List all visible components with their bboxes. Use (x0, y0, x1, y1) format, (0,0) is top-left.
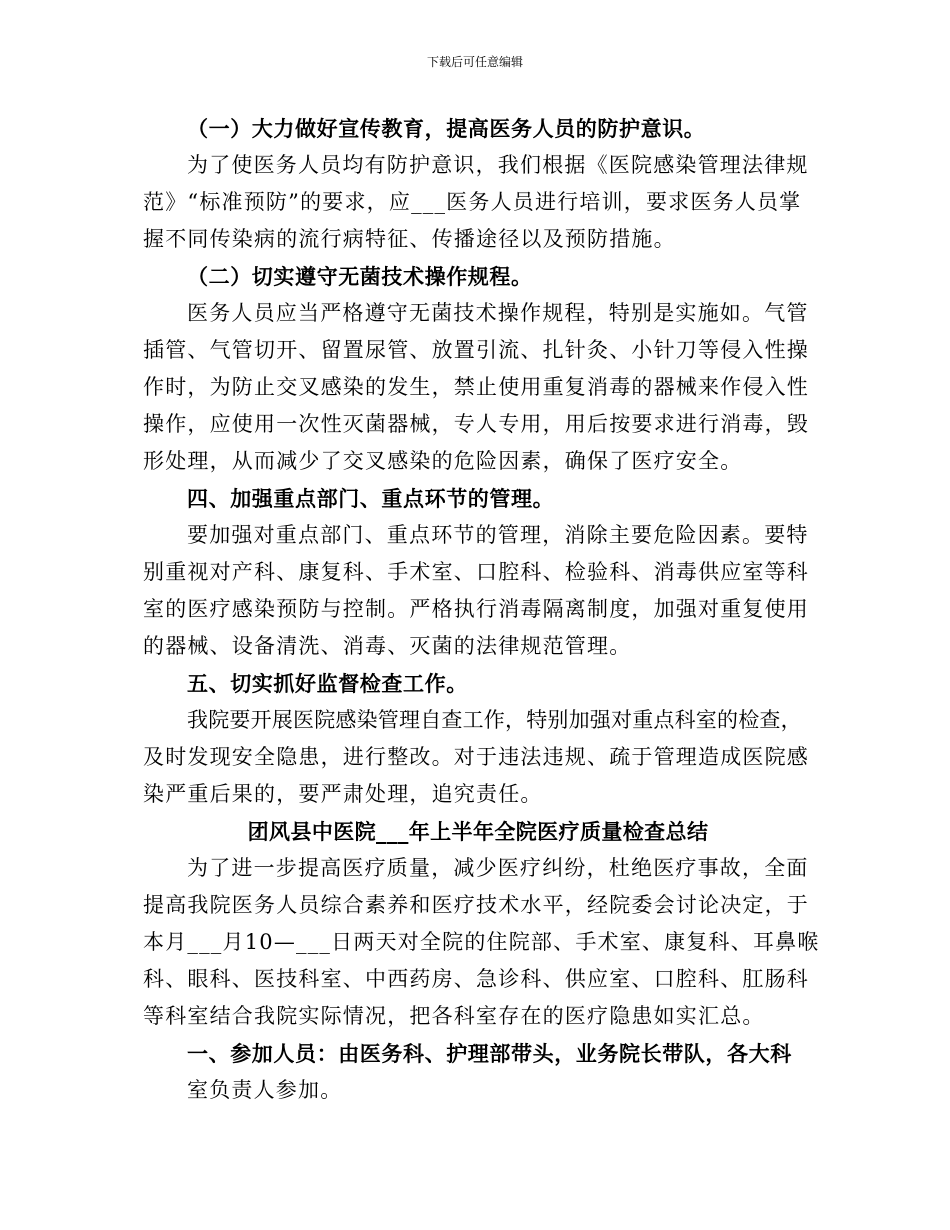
section-heading-participants: 一、参加人员：由医务科、护理部带头，业务院长带队，各大科 (187, 1041, 792, 1066)
paragraph-line: 别重视对产科、康复科、手术室、口腔科、检验科、消毒供应室等科 (143, 560, 809, 584)
paragraph-line: 室负责人参加。 (187, 1078, 343, 1102)
paragraph-line: 医务人员应当严格遵守无菌技术操作规程，特别是实施如。气管 (187, 301, 809, 325)
paragraph-line: 等科室结合我院实际情况，把各科室存在的医疗隐患如实汇总。 (143, 1004, 765, 1028)
paragraph-line: 形处理，从而减少了交叉感染的危险因素，确保了医疗安全。 (143, 449, 743, 473)
section-heading-2: （二）切实遵守无菌技术操作规程。 (187, 264, 533, 289)
paragraph-line: 作时，为防止交叉感染的发生，禁止使用重复消毒的器械来作侵入性 (143, 375, 809, 399)
paragraph-line: 我院要开展医院感染管理自查工作，特别加强对重点科室的检查， (187, 708, 802, 732)
report-title: 团风县中医院___年上半年全院医疗质量检查总结 (247, 819, 709, 844)
section-heading-4: 四、加强重点部门、重点环节的管理。 (187, 486, 555, 511)
paragraph-line: 提高我院医务人员综合素养和医疗技术水平，经院委会讨论决定，于 (143, 893, 809, 917)
section-heading-5: 五、切实抓好监督检查工作。 (187, 671, 468, 696)
paragraph-line: 范》“标准预防”的要求，应___医务人员进行培训，要求医务人员掌 (143, 190, 802, 214)
paragraph-line: 为了进一步提高医疗质量，减少医疗纠纷，杜绝医疗事故，全面 (187, 856, 809, 880)
paragraph-line: 为了使医务人员均有防护意识，我们根据《医院感染管理法律规 (187, 153, 809, 177)
page-header-note: 下载后可任意编辑 (426, 55, 523, 69)
paragraph-line: 要加强对重点部门、重点环节的管理，消除主要危险因素。要特 (187, 523, 809, 547)
paragraph-line: 及时发现安全隐患，进行整改。对于违法违规、疏于管理造成医院感 (143, 745, 809, 769)
paragraph-line: 室的医疗感染预防与控制。严格执行消毒隔离制度，加强对重复使用 (143, 597, 809, 621)
paragraph-line: 本月___月10—___日两天对全院的住院部、手术室、康复科、耳鼻喉 (143, 930, 820, 954)
paragraph-line: 操作，应使用一次性灭菌器械，专人专用，用后按要求进行消毒，毁 (143, 412, 809, 436)
section-heading-1: （一）大力做好宣传教育，提高医务人员的防护意识。 (187, 116, 706, 141)
paragraph-line: 插管、气管切开、留置尿管、放置引流、扎针灸、小针刀等侵入性操 (143, 338, 809, 362)
paragraph-line: 的器械、设备清洗、消毒、灭菌的法律规范管理。 (143, 634, 632, 658)
paragraph-line: 染严重后果的，要严肃处理，追究责任。 (143, 782, 543, 806)
document-body (143, 110, 820, 1109)
paragraph-line: 科、眼科、医技科室、中西药房、急诊科、供应室、口腔科、肛肠科 (143, 967, 809, 991)
paragraph-line: 握不同传染病的流行病特征、传播途径以及预防措施。 (143, 227, 676, 251)
